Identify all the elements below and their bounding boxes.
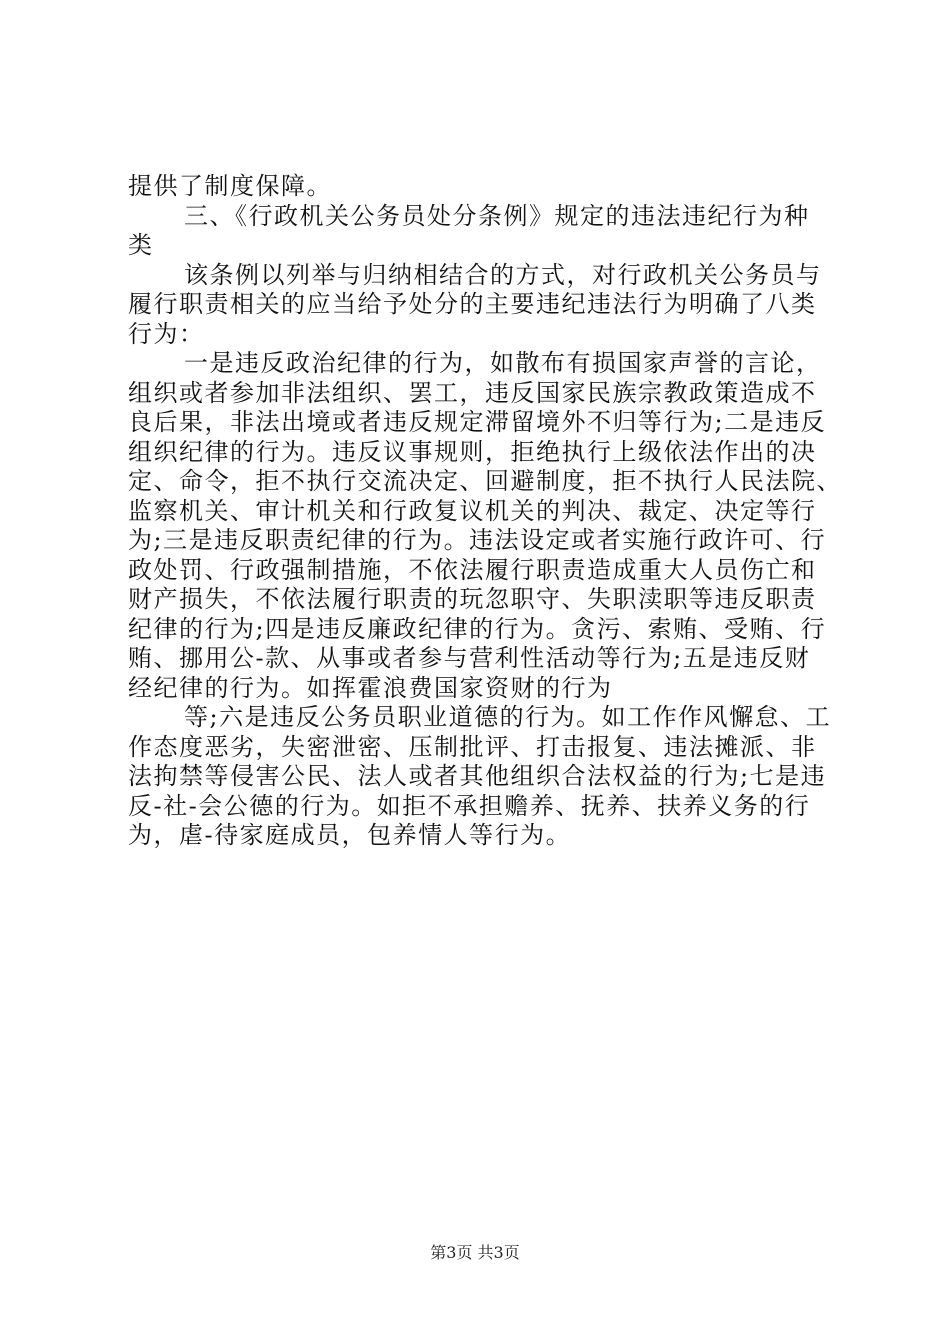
text-line: 法拘禁等侵害公民、法人或者其他组织合法权益的行为;七是违: [128, 762, 827, 790]
text-line: 财产损失，不依法履行职责的玩忽职守、失职渎职等违反职责: [128, 585, 817, 613]
text-line: 组织纪律的行为。违反议事规则，拒绝执行上级依法作出的决: [128, 437, 817, 466]
section-heading-line: 类: [128, 231, 154, 259]
section-heading-line: 三、《行政机关公务员处分条例》规定的违法违纪行为种: [184, 201, 810, 230]
text-line: 经纪律的行为。如挥霍浪费国家资财的行为: [128, 673, 613, 702]
text-line: 为;三是违反职责纪律的行为。违法设定或者实施行政许可、行: [128, 526, 827, 554]
text-line: 反-社-会公德的行为。如拒不承担赡养、抚养、扶养义务的行: [128, 791, 811, 820]
text-line: 作态度恶劣，失密泄密、压制批评、打击报复、违法摊派、非: [128, 732, 817, 761]
text-line: 贿、挪用公-款、从事或者参与营利性活动等行为;五是违反财: [128, 644, 811, 672]
text-line: 纪律的行为;四是违反廉政纪律的行为。贪污、索贿、受贿、行: [128, 614, 827, 643]
text-line: 等;六是违反公务员职业道德的行为。如工作作风懈怠、工: [184, 703, 832, 731]
text-line: 良后果，非法出境或者违反规定滞留境外不归等行为;二是违反: [128, 408, 827, 436]
page-number-footer: 第3页 共3页: [430, 1243, 520, 1262]
text-line: 组织或者参加非法组织、罢工，违反国家民族宗教政策造成不: [128, 378, 817, 407]
text-line: 该条例以列举与归纳相结合的方式，对行政机关公务员与: [184, 260, 822, 289]
text-line: 定、命令，拒不执行交流决定、回避制度，拒不执行人民法院、: [128, 467, 842, 495]
document-body: [128, 172, 842, 851]
text-line: 履行职责相关的应当给予处分的主要违纪违法行为明确了八类: [128, 290, 817, 318]
text-line: 政处罚、行政强制措施，不依法履行职责造成重大人员伤亡和: [128, 555, 817, 584]
text-line: 一是违反政治纪律的行为，如散布有损国家声誉的言论，: [184, 349, 822, 377]
text-line: 为，虐-待家庭成员，包养情人等行为。: [128, 821, 572, 849]
text-line: 监察机关、审计机关和行政复议机关的判决、裁定、决定等行: [128, 496, 817, 525]
text-line: 行为：: [128, 319, 205, 348]
text-line: 提供了制度保障。: [128, 172, 332, 200]
